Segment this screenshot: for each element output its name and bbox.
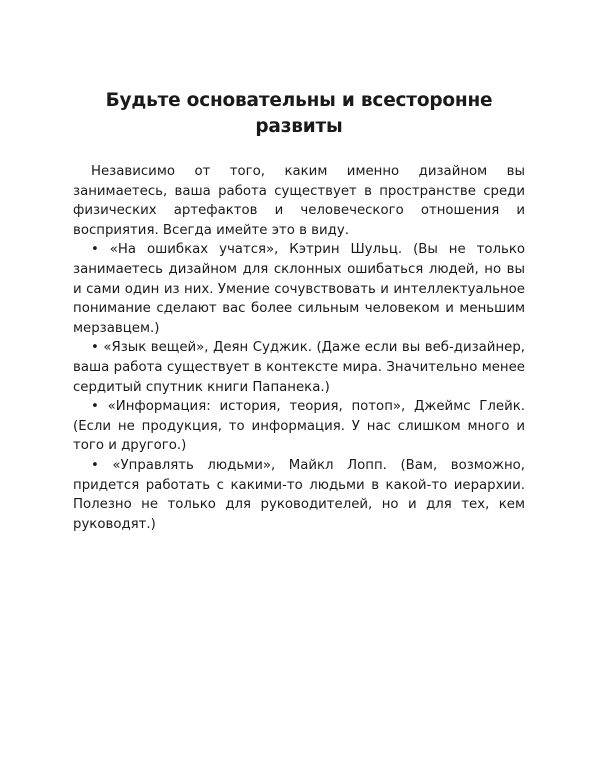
list-item-text: «Информация: история, теория, потоп», Джеймс Глейк. (Если не продукция, то информация. У нас слишком много и того и другого.)	[73, 399, 525, 454]
section-heading: Будьте основательны и всесторонне развиты	[105, 90, 493, 137]
bullet-icon: •	[91, 340, 99, 356]
document-page	[73, 88, 525, 534]
list-item	[73, 240, 525, 338]
bullet-icon: •	[91, 399, 99, 415]
intro-paragraph: Независимо от того, каким именно дизайном вы занимаетесь, ваша работа существует в пространстве среди физических артефактов и человеческого отношения и восприятия. Всегда имейте это в виду.	[73, 164, 525, 238]
list-item-text: «Язык вещей», Деян Суджик. (Даже если вы веб-дизайнер, ваша работа существует в контексте мира. Значительно менее сердитый спутник книги Папанека.)	[73, 340, 525, 395]
bullet-icon: •	[91, 457, 99, 473]
list-item	[73, 456, 525, 534]
bullet-icon: •	[91, 242, 99, 258]
list-item-text: «Управлять людьми», Майкл Лопп. (Вам, возможно, придется работать с какими-то людьми в какой-то иерархии. Полезно не только для руководителей, но и для тех, кем руководят.)	[73, 457, 525, 532]
list-item	[73, 338, 525, 397]
list-item	[73, 397, 525, 456]
list-item-text: «На ошибках учатся», Кэтрин Шульц. (Вы не только занимаетесь дизайном для склонных ошибаться людей, но вы и сами один из них. Умение сочувствовать и интеллектуальное понимание сделают вас более сильным человеком и меньшим мерзавцем.)	[73, 242, 525, 336]
